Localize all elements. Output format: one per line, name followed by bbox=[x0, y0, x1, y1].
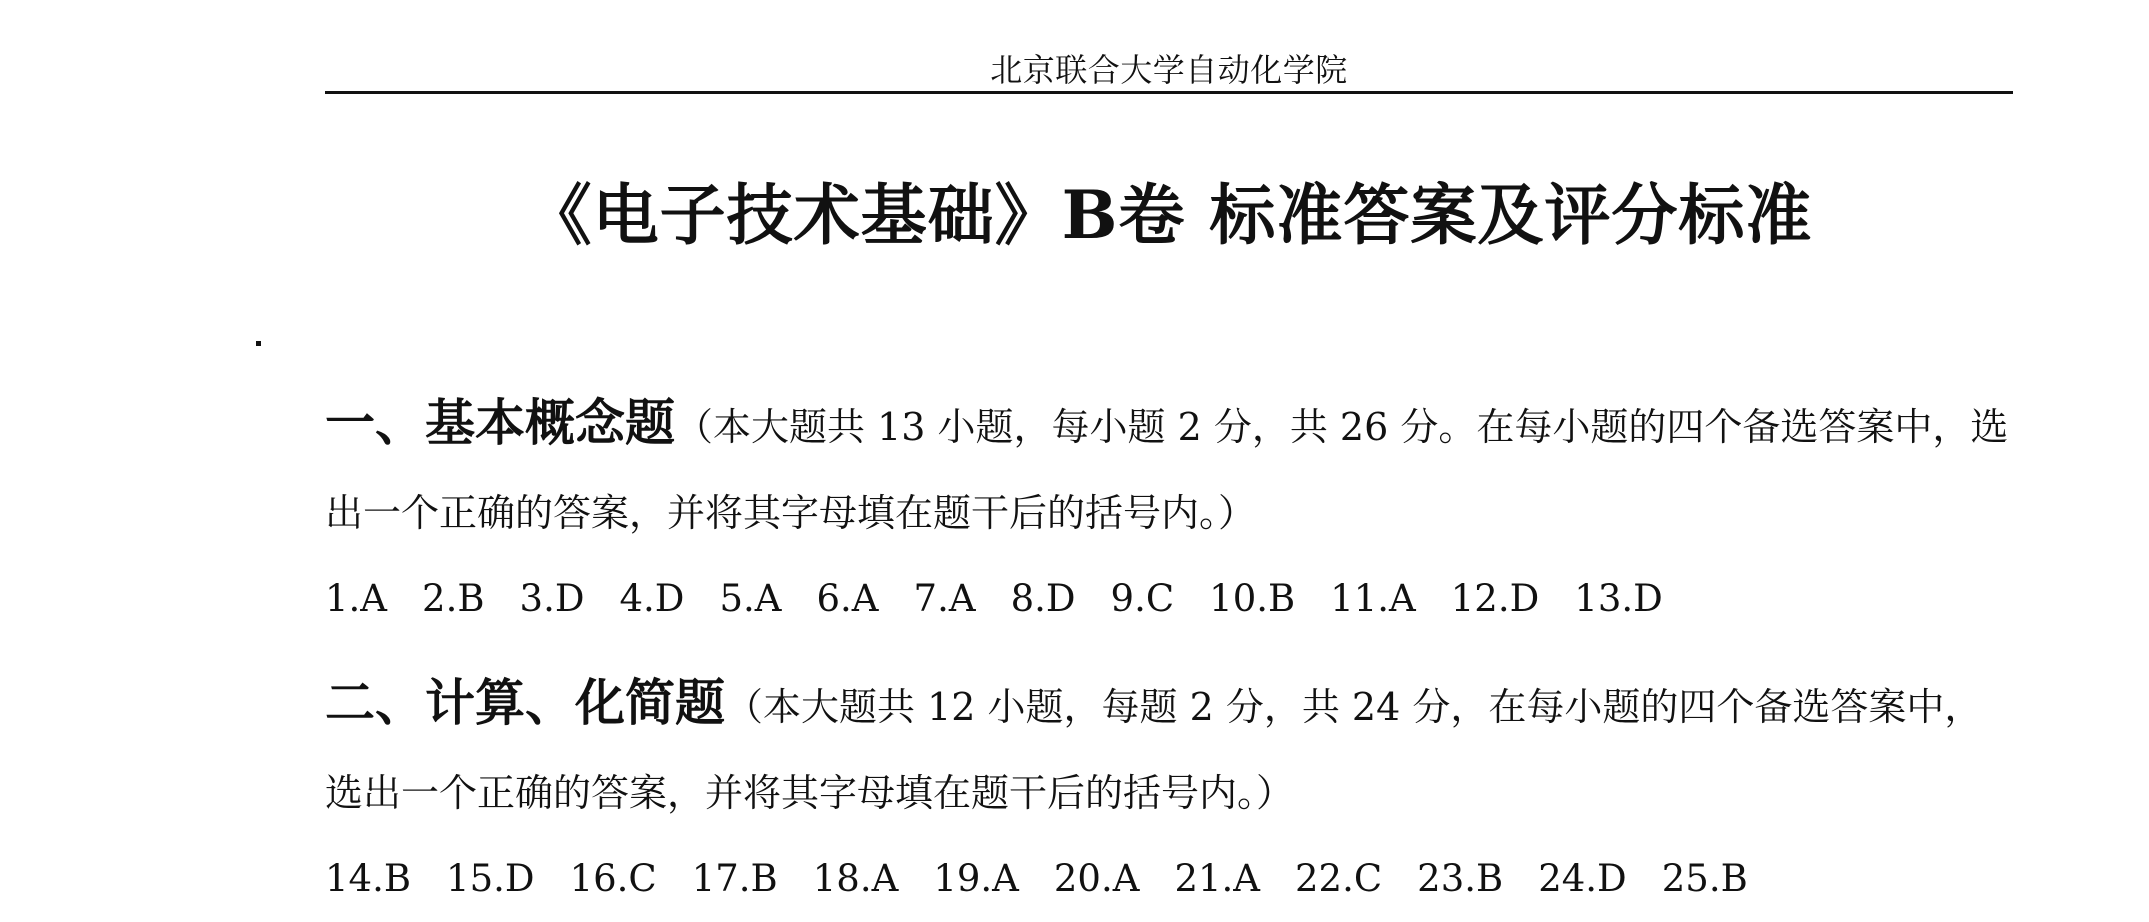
answer-item: 3.D bbox=[519, 577, 585, 620]
answer-item: 6.A bbox=[816, 577, 879, 620]
answer-item: 4.D bbox=[619, 577, 685, 620]
answer-item: 15.D bbox=[446, 857, 535, 900]
section-intro bbox=[325, 380, 2013, 556]
answer-item: 2.B bbox=[422, 577, 485, 620]
answer-item: 18.A bbox=[812, 857, 899, 900]
answer-item: 17.B bbox=[691, 857, 778, 900]
answer-list bbox=[325, 556, 2013, 642]
answer-item: 8.D bbox=[1010, 577, 1076, 620]
answer-item: 14.B bbox=[325, 857, 412, 900]
answer-item: 10.B bbox=[1209, 577, 1296, 620]
header-rule bbox=[325, 91, 2013, 94]
section-heading: 一、基本概念题 bbox=[325, 394, 675, 452]
answer-item: 25.B bbox=[1661, 857, 1748, 900]
section-instructions: （本大题共 12 小题，每题 2 分，共 24 分，在每小题的四个备选答案中，选出一个正确的答案，并将其字母填在题干后的括号内。） bbox=[325, 685, 1983, 815]
answer-item: 12.D bbox=[1450, 577, 1540, 620]
answer-item: 19.A bbox=[933, 857, 1019, 900]
section-instructions: （本大题共 13 小题，每小题 2 分，共 26 分。在每小题的四个备选答案中，选出一个正确的答案，并将其字母填在题干后的括号内。） bbox=[325, 405, 2009, 535]
section-calculation bbox=[325, 660, 2013, 922]
running-header: 北京联合大学自动化学院 bbox=[990, 51, 1348, 89]
answer-item: 16.C bbox=[569, 857, 657, 900]
answer-item: 20.A bbox=[1053, 857, 1140, 900]
section-basic-concepts bbox=[325, 380, 2013, 642]
document-title: 《电子技术基础》B卷 标准答案及评分标准 bbox=[525, 176, 1813, 254]
answer-item: 24.D bbox=[1538, 857, 1627, 900]
answer-item: 22.C bbox=[1295, 857, 1383, 900]
answer-item: 9.C bbox=[1110, 577, 1175, 620]
answer-list bbox=[325, 836, 2013, 922]
answer-item: 23.B bbox=[1417, 857, 1504, 900]
answer-item: 21.A bbox=[1174, 857, 1261, 900]
section-intro bbox=[325, 660, 2013, 836]
answer-item: 7.A bbox=[913, 577, 976, 620]
answer-item: 11.A bbox=[1330, 577, 1416, 620]
answer-item: 5.A bbox=[719, 577, 782, 620]
stray-mark bbox=[256, 341, 261, 346]
answer-item: 13.D bbox=[1574, 577, 1663, 620]
section-heading: 二、计算、化简题 bbox=[325, 674, 725, 732]
answer-item: 1.A bbox=[325, 577, 388, 620]
